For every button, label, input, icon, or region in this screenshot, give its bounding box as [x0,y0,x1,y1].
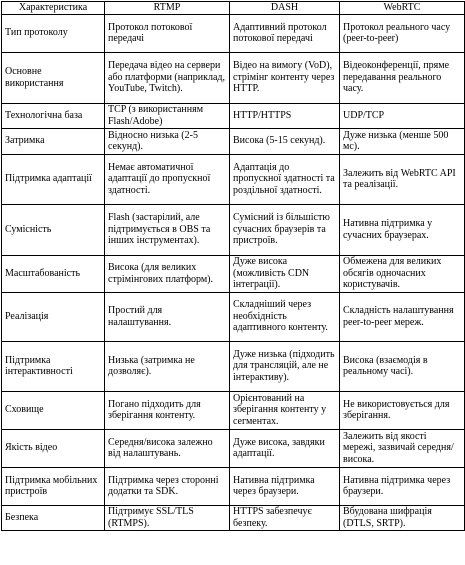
webrtc-cell: Нативна підтримка через браузери. [340,467,465,505]
dash-cell: Нативна підтримка через браузери. [230,467,340,505]
header-row [2,2,465,15]
feature-cell: Реалізація [2,292,105,341]
feature-cell: Безпека [2,505,105,530]
feature-cell: Затримка [2,128,105,154]
webrtc-cell: Складність налаштування peer-to-peer мереж. [340,292,465,341]
dash-cell: Відео на вимогу (VoD), стрімінг контенту через HTTP. [230,52,340,103]
feature-cell: Тип протоколу [2,14,105,52]
rtmp-cell: Передача відео на сервери або платформи (наприклад, YouTube, Twitch). [105,52,230,103]
dash-cell: Орієнтований на зберігання контенту у сегментах. [230,391,340,429]
table-row [2,128,465,154]
feature-cell: Сховище [2,391,105,429]
rtmp-cell: TCP (з використанням Flash/Adobe) [105,103,230,128]
webrtc-cell: Відеоконференції, пряме передавання реального часу. [340,52,465,103]
table-row [2,467,465,505]
feature-cell: Основне використання [2,52,105,103]
dash-cell: Дуже низька (підходить для трансляцій, але не інтерактиву). [230,341,340,391]
table-row [2,255,465,292]
webrtc-cell: Вбудована шифрація (DTLS, SRTP). [340,505,465,530]
header-webrtc: WebRTC [340,2,465,15]
comparison-table [1,1,465,531]
webrtc-cell: Висока (взаємодія в реальному часі). [340,341,465,391]
webrtc-cell: UDP/TCP [340,103,465,128]
table-row [2,14,465,52]
table-row [2,505,465,530]
rtmp-cell: Погано підходить для зберігання контенту. [105,391,230,429]
feature-cell: Підтримка інтерактивності [2,341,105,391]
webrtc-cell: Дуже низька (менше 500 мс). [340,128,465,154]
table-row [2,204,465,255]
feature-cell: Підтримка мобільних пристроїв [2,467,105,505]
table-row [2,429,465,467]
rtmp-cell: Середня/висока залежно від налаштувань. [105,429,230,467]
table-row [2,103,465,128]
rtmp-cell: Низька (затримка не дозволяє). [105,341,230,391]
webrtc-cell: Залежить від WebRTC API та реалізації. [340,154,465,204]
rtmp-cell: Немає автоматичної адаптації до пропускної здатності. [105,154,230,204]
table-row [2,292,465,341]
feature-cell: Сумісність [2,204,105,255]
table-row [2,52,465,103]
rtmp-cell: Підтримує SSL/TLS (RTMPS). [105,505,230,530]
rtmp-cell: Підтримка через сторонні додатки та SDK. [105,467,230,505]
header-feature: Характеристика [2,2,105,15]
feature-cell: Якість відео [2,429,105,467]
rtmp-cell: Простий для налаштування. [105,292,230,341]
dash-cell: Висока (5-15 секунд). [230,128,340,154]
table-row [2,341,465,391]
dash-cell: Складніший через необхідність адаптивного контенту. [230,292,340,341]
webrtc-cell: Залежить від якості мережі, зазвичай середня/висока. [340,429,465,467]
webrtc-cell: Протокол реального часу (peer-to-peer) [340,14,465,52]
feature-cell: Підтримка адаптації [2,154,105,204]
table-row [2,154,465,204]
dash-cell: Дуже висока (можливість CDN інтеграції). [230,255,340,292]
header-rtmp: RTMP [105,2,230,15]
webrtc-cell: Не використовується для зберігання. [340,391,465,429]
dash-cell: HTTP/HTTPS [230,103,340,128]
dash-cell: Сумісний із більшістю сучасних браузерів та пристроїв. [230,204,340,255]
rtmp-cell: Протокол потокової передачі [105,14,230,52]
feature-cell: Технологічна база [2,103,105,128]
webrtc-cell: Обмежена для великих обсягів одночасних користувачів. [340,255,465,292]
table-body [2,14,465,530]
dash-cell: Адаптивний протокол потокової передачі [230,14,340,52]
feature-cell: Масштабованість [2,255,105,292]
rtmp-cell: Висока (для великих стрімінгових платформ). [105,255,230,292]
table-header [2,2,465,15]
dash-cell: HTTPS забезпечує безпеку. [230,505,340,530]
rtmp-cell: Flash (застарілий, але підтримується в OBS та інших інструментах). [105,204,230,255]
webrtc-cell: Нативна підтримка у сучасних браузерах. [340,204,465,255]
dash-cell: Адаптація до пропускної здатності та роздільної здатності. [230,154,340,204]
header-dash: DASH [230,2,340,15]
rtmp-cell: Відносно низька (2-5 секунд). [105,128,230,154]
table-row [2,391,465,429]
dash-cell: Дуже висока, завдяки адаптації. [230,429,340,467]
